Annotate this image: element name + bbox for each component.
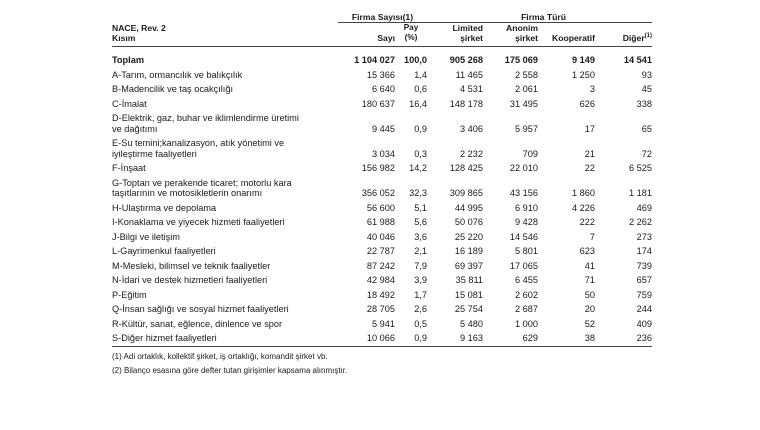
cell-kooperatif: 17 bbox=[584, 123, 595, 134]
cell-limited: 309 865 bbox=[449, 188, 483, 198]
cell-limited: 25 220 bbox=[454, 231, 483, 242]
cell-pay: 5,6 bbox=[414, 217, 427, 227]
column-header-diger: Diğer$^{(1)}$ bbox=[622, 33, 653, 43]
cell-pay: 7,9 bbox=[414, 260, 427, 271]
cell-sayi: 15 366 bbox=[366, 69, 395, 80]
row-label: Toplam bbox=[112, 55, 144, 65]
cell-pay: 0,6 bbox=[414, 84, 427, 94]
cell-diger: 2 262 bbox=[629, 217, 653, 227]
cell-anonim: 629 bbox=[483, 331, 538, 346]
cell-sayi: 356 052 bbox=[361, 188, 395, 198]
cell-diger: 244 bbox=[636, 304, 653, 314]
cell-kooperatif: 9 149 bbox=[572, 55, 595, 65]
cell-diger: 759 bbox=[636, 289, 653, 300]
firm-statistics-table bbox=[112, 8, 652, 347]
cell-anonim: 6 455 bbox=[515, 275, 538, 285]
cell-diger: 1 181 bbox=[629, 188, 653, 198]
cell-kooperatif: 623 bbox=[579, 246, 595, 256]
cell-pay: 14,2 bbox=[409, 163, 427, 173]
cell-pay: 1,7 bbox=[414, 289, 427, 300]
cell-diger: 174 bbox=[636, 246, 653, 256]
group-header-firma-sayisi-note: (1) bbox=[402, 12, 414, 22]
row-label: C-İmalat bbox=[112, 98, 147, 109]
row-label: A-Tarım, ormancılık ve balıkçılık bbox=[112, 69, 243, 80]
cell-limited: 128 425 bbox=[449, 163, 483, 173]
table-row bbox=[112, 302, 652, 317]
table-row bbox=[112, 136, 652, 161]
cell-pay: 32,3 bbox=[409, 188, 427, 198]
cell-diger: 236 bbox=[595, 331, 652, 346]
cell-anonim: 2 687 bbox=[515, 304, 538, 314]
row-label: R-Kültür, sanat, eğlence, dinlence ve spor bbox=[112, 318, 283, 329]
cell-kooperatif: 50 bbox=[584, 289, 595, 300]
column-header-row bbox=[112, 23, 652, 47]
cell-kooperatif: 52 bbox=[584, 318, 595, 329]
cell-limited: 35 811 bbox=[455, 275, 483, 285]
column-header-limited: Limited şirket bbox=[452, 23, 483, 43]
cell-pay: 1,4 bbox=[414, 69, 427, 80]
cell-anonim: 31 495 bbox=[509, 98, 538, 109]
cell-limited: 4 531 bbox=[460, 84, 483, 94]
cell-limited: 148 178 bbox=[449, 98, 483, 109]
table-row bbox=[112, 215, 652, 230]
cell-anonim: 5 801 bbox=[515, 246, 538, 256]
cell-pay: 2,1 bbox=[414, 246, 427, 256]
cell-sayi: 10 066 bbox=[338, 331, 395, 346]
cell-kooperatif: 20 bbox=[584, 304, 595, 314]
cell-kooperatif: 7 bbox=[589, 231, 595, 242]
table-row bbox=[112, 288, 652, 303]
table-row bbox=[112, 111, 652, 136]
row-label: D-Elektrik, gaz, buhar ve iklimlendirme üretimi ve dağıtımı bbox=[112, 113, 299, 134]
group-header-firma-sayisi: Firma Sayısı(1) bbox=[338, 8, 427, 23]
row-label: I-Konaklama ve yiyecek hizmeti faaliyetleri bbox=[112, 217, 285, 227]
table-row bbox=[112, 82, 652, 97]
table-row bbox=[112, 273, 652, 288]
cell-kooperatif: 1 250 bbox=[572, 69, 595, 80]
cell-pay: 0,9 bbox=[395, 331, 427, 346]
table-row bbox=[112, 176, 652, 201]
cell-anonim: 2 558 bbox=[515, 69, 538, 80]
cell-diger: 45 bbox=[641, 84, 653, 94]
cell-limited: 11 465 bbox=[455, 69, 483, 80]
column-group-header-row bbox=[112, 8, 652, 23]
cell-diger: 469 bbox=[636, 202, 653, 213]
row-label: Q-İnsan sağlığı ve sosyal hizmet faaliyetleri bbox=[112, 304, 289, 314]
cell-pay: 3,6 bbox=[414, 231, 427, 242]
cell-diger: 739 bbox=[636, 260, 653, 271]
cell-sayi: 180 637 bbox=[361, 98, 395, 109]
column-header-diger-note: (1) bbox=[644, 33, 653, 40]
column-header-anonim: Anonim şirket bbox=[506, 23, 538, 43]
cell-limited: 3 406 bbox=[460, 123, 483, 134]
cell-kooperatif: 626 bbox=[579, 98, 595, 109]
row-label: J-Bilgi ve iletişim bbox=[112, 231, 180, 242]
cell-limited: 5 480 bbox=[460, 318, 483, 329]
footnote-1: (1) Adi ortaklık, kollektif şirket, iş ortaklığı, komandit şirket vb. bbox=[112, 351, 328, 361]
row-label: M-Mesleki, bilimsel ve teknik faaliyetler bbox=[112, 260, 271, 271]
cell-anonim: 6 910 bbox=[515, 202, 538, 213]
table-row bbox=[112, 230, 652, 245]
row-label: N-İdari ve destek hizmetleri faaliyetleri bbox=[112, 275, 268, 285]
cell-pay: 2,6 bbox=[414, 304, 427, 314]
cell-limited: 44 995 bbox=[454, 202, 483, 213]
table-body bbox=[112, 53, 652, 346]
cell-pay: 0,9 bbox=[414, 123, 427, 134]
cell-diger: 409 bbox=[636, 318, 653, 329]
cell-anonim: 14 546 bbox=[509, 231, 538, 242]
cell-diger: 65 bbox=[641, 123, 653, 134]
cell-sayi: 87 242 bbox=[366, 260, 395, 271]
cell-diger: 6 525 bbox=[629, 163, 653, 173]
cell-anonim: 5 957 bbox=[515, 123, 538, 134]
cell-anonim: 2 061 bbox=[515, 84, 538, 94]
cell-sayi: 1 104 027 bbox=[354, 55, 395, 65]
table-row bbox=[112, 317, 652, 332]
row-label: P-Eğitim bbox=[112, 289, 147, 300]
cell-pay: 5,1 bbox=[414, 202, 427, 213]
cell-limited: 25 754 bbox=[454, 304, 483, 314]
cell-sayi: 56 600 bbox=[366, 202, 395, 213]
cell-diger: 338 bbox=[636, 98, 653, 109]
cell-limited: 9 163 bbox=[427, 331, 483, 346]
row-label: S-Diğer hizmet faaliyetleri bbox=[112, 331, 338, 346]
group-header-firma-turu: Firma Türü bbox=[427, 8, 652, 23]
cell-anonim: 709 bbox=[522, 148, 538, 159]
cell-kooperatif: 21 bbox=[584, 148, 595, 159]
cell-kooperatif: 4 226 bbox=[572, 202, 595, 213]
row-label-header: NACE, Rev. 2 Kısım bbox=[112, 23, 166, 43]
row-label: F-İnşaat bbox=[112, 163, 146, 173]
table-row bbox=[112, 259, 652, 274]
table-row bbox=[112, 201, 652, 216]
cell-sayi: 22 787 bbox=[366, 246, 395, 256]
cell-sayi: 9 445 bbox=[372, 123, 395, 134]
column-header-kooperatif: Kooperatif bbox=[552, 33, 595, 43]
cell-diger: 657 bbox=[636, 275, 653, 285]
statistics-table-page bbox=[112, 8, 653, 375]
table-row bbox=[112, 97, 652, 112]
cell-pay: 100,0 bbox=[404, 55, 427, 65]
cell-pay: 0,3 bbox=[414, 148, 427, 159]
cell-limited: 69 397 bbox=[454, 260, 483, 271]
cell-kooperatif: 38 bbox=[538, 331, 595, 346]
cell-kooperatif: 71 bbox=[584, 275, 595, 285]
cell-anonim: 9 428 bbox=[515, 217, 538, 227]
cell-sayi: 42 984 bbox=[366, 275, 395, 285]
cell-kooperatif: 222 bbox=[579, 217, 595, 227]
row-label: L-Gayrimenkul faaliyetleri bbox=[112, 246, 216, 256]
table-row bbox=[112, 53, 652, 68]
cell-sayi: 18 492 bbox=[366, 289, 395, 300]
cell-sayi: 6 640 bbox=[372, 84, 395, 94]
cell-diger: 14 541 bbox=[623, 55, 653, 65]
column-header-sayi: Sayı bbox=[377, 33, 395, 43]
cell-kooperatif: 3 bbox=[589, 84, 595, 94]
cell-sayi: 3 034 bbox=[372, 148, 395, 159]
cell-anonim: 22 010 bbox=[509, 163, 538, 173]
row-label: E-Su temini;kanalizasyon, atık yönetimi ve iyileştirme faaliyetleri bbox=[112, 138, 285, 159]
cell-sayi: 61 988 bbox=[366, 217, 395, 227]
cell-sayi: 28 705 bbox=[366, 304, 395, 314]
cell-anonim: 43 156 bbox=[509, 188, 538, 198]
cell-diger: 93 bbox=[641, 69, 653, 80]
cell-kooperatif: 1 860 bbox=[572, 188, 595, 198]
footnote-2-clipped: (2) Bilanço esasına göre defter tutan girişimler kapsama alınmıştır. bbox=[112, 365, 348, 375]
cell-pay: 16,4 bbox=[409, 98, 427, 109]
cell-anonim: 17 065 bbox=[509, 260, 538, 271]
row-label: G-Toptan ve perakende ticaret; motorlu kara taşıtlarının ve motosikletlerin onarımı bbox=[112, 177, 292, 198]
cell-sayi: 156 982 bbox=[361, 163, 395, 173]
cell-pay: 3,9 bbox=[414, 275, 427, 285]
cell-anonim: 2 602 bbox=[515, 289, 538, 300]
cell-kooperatif: 41 bbox=[584, 260, 595, 271]
cell-sayi: 40 046 bbox=[366, 231, 395, 242]
table-row bbox=[112, 68, 652, 83]
column-header-pay: Pay (%) bbox=[403, 23, 419, 42]
cell-limited: 16 189 bbox=[454, 246, 483, 256]
table-row bbox=[112, 244, 652, 259]
cell-limited: 905 268 bbox=[449, 55, 483, 65]
cell-diger: 72 bbox=[641, 148, 653, 159]
row-label: B-Madencilik ve taş ocakçılığı bbox=[112, 84, 234, 94]
cell-limited: 15 081 bbox=[454, 289, 483, 300]
cell-kooperatif: 22 bbox=[584, 163, 595, 173]
cell-anonim: 1 000 bbox=[515, 318, 538, 329]
cell-pay: 0,5 bbox=[414, 318, 427, 329]
row-label: H-Ulaştırma ve depolama bbox=[112, 202, 217, 213]
cell-diger: 273 bbox=[636, 231, 653, 242]
cell-sayi: 5 941 bbox=[372, 318, 395, 329]
cell-limited: 2 232 bbox=[460, 148, 483, 159]
footnotes bbox=[112, 350, 652, 375]
table-row bbox=[112, 331, 652, 346]
table-row bbox=[112, 161, 652, 176]
cell-anonim: 175 069 bbox=[504, 55, 538, 65]
cell-limited: 50 076 bbox=[454, 217, 483, 227]
group-header-empty bbox=[112, 8, 338, 23]
